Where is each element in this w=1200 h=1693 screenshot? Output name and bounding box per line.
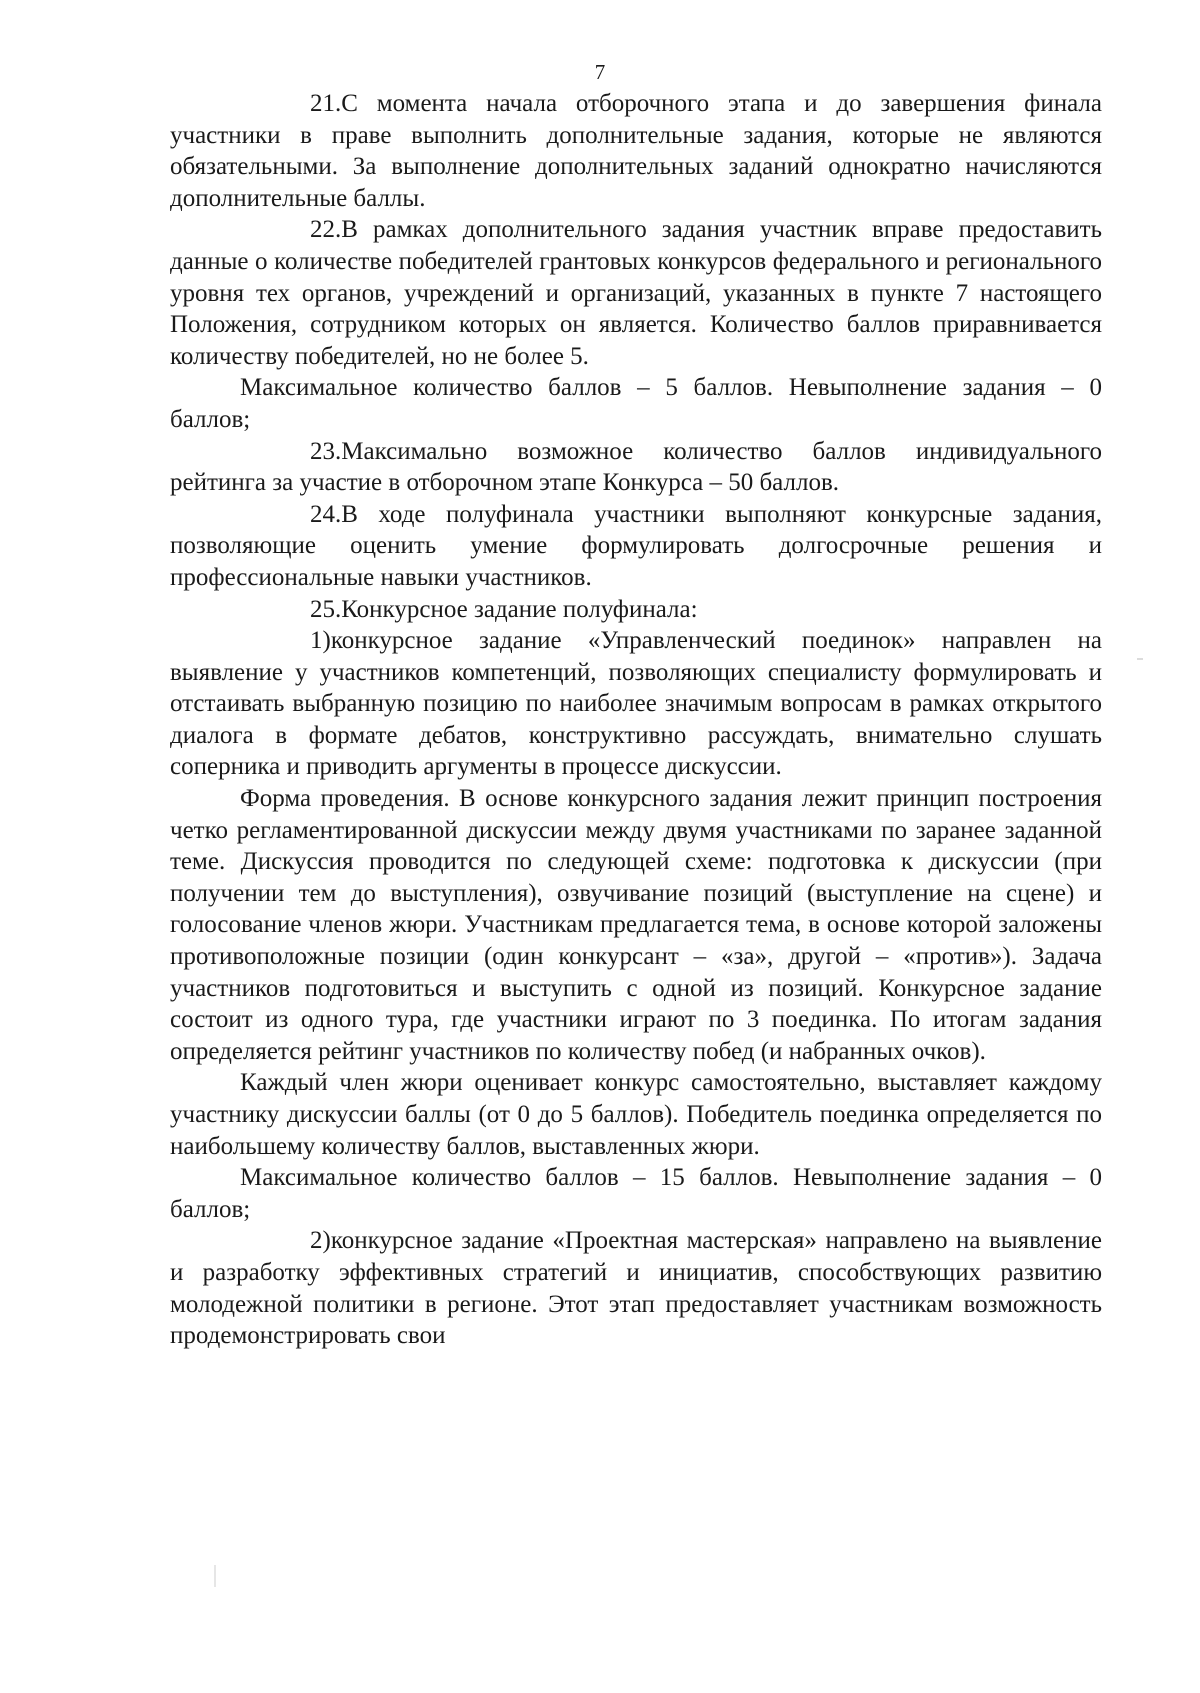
page-number: 7 xyxy=(594,60,606,84)
clause-number: 23. xyxy=(310,437,342,465)
item-1-max-score: Максимальное количество баллов – 15 баллов. Невыполнение задания – 0 баллов; xyxy=(170,1164,1102,1223)
clause-number: 22. xyxy=(310,216,342,244)
list-item-number: 1) xyxy=(310,627,331,655)
list-item-text: конкурсное задание «Проектная мастерская» направлено на выявление и разработку эффективных стратегий и инициатив, способствующих развитию молодежной политики в регионе. Этот этап предоставляет участникам возможность продемонстрировать свои xyxy=(170,1227,1102,1350)
clause-23 xyxy=(170,436,1102,499)
clause-25 xyxy=(170,594,1102,626)
list-item-2 xyxy=(170,1225,1102,1351)
item-1-format-paragraph: Форма проведения. В основе конкурсного задания лежит принцип построения четко регламентированной дискуссии между двумя участниками по заранее заданной теме. Дискуссия проводится по следующей схеме: подготовка к дискуссии (при получении тем до выступления), озвучивание позиций (выступление на сцене) и голосование членов жюри. Участникам предлагается тема, в основе которой заложены противоположные позиции (один конкурсант – «за», другой – «против»). Задача участников подготовиться и выступить с одной из позиций. Конкурсное задание состоит из одного тура, где участники играют по 3 поединка. По итогам задания определяется рейтинг участников по количеству побед (и набранных очков). xyxy=(170,785,1102,1065)
clause-text: В рамках дополнительного задания участник вправе предоставить данные о количестве победителей грантовых конкурсов федерального и регионального уровня тех органов, учреждений и организаций, указанных в пункте 7 настоящего Положения, сотрудником которых он является. Количество баллов приравнивается количеству победителей, но не более 5. xyxy=(170,216,1102,370)
scan-artifact xyxy=(1137,658,1143,660)
clause-text: Максимально возможное количество баллов индивидуального рейтинга за участие в отборочном этапе Конкурса – 50 баллов. xyxy=(170,437,1102,497)
clause-22 xyxy=(170,214,1102,372)
list-item-text: конкурсное задание «Управленческий поединок» направлен на выявление у участников компетенций, позволяющих специалисту формулировать и отстаивать выбранную позицию по наиболее значимым вопросам в рамках открытого диалога в формате дебатов, конструктивно рассуждать, внимательно слушать соперника и приводить аргументы в процессе дискуссии. xyxy=(170,627,1102,781)
clause-number: 25. xyxy=(310,595,342,623)
list-item-number: 2) xyxy=(310,1227,331,1255)
scan-artifact xyxy=(214,1565,216,1587)
clause-24 xyxy=(170,499,1102,594)
clause-21 xyxy=(170,88,1102,214)
clause-text: В ходе полуфинала участники выполняют конкурсные задания, позволяющие оценить умение формулировать долгосрочные решения и профессиональные навыки участников. xyxy=(170,500,1102,591)
document-body xyxy=(170,88,1102,1352)
list-item-1 xyxy=(170,625,1102,783)
item-1-jury-paragraph: Каждый член жюри оценивает конкурс самостоятельно, выставляет каждому участнику дискуссии баллы (от 0 до 5 баллов). Победитель поединка определяется по наибольшему количеству баллов, выставленных жюри. xyxy=(170,1069,1102,1160)
clause-text: Конкурсное задание полуфинала: xyxy=(341,595,698,623)
clause-number: 21. xyxy=(310,90,342,117)
clause-22-max-score: Максимальное количество баллов – 5 баллов. Невыполнение задания – 0 баллов; xyxy=(170,374,1102,433)
clause-text: С момента начала отборочного этапа и до завершения финала участники в праве выполнить дополнительные задания, которые не являются обязательными. За выполнение дополнительных заданий однократно начисляются дополнительные баллы. xyxy=(170,90,1102,212)
clause-number: 24. xyxy=(310,500,342,528)
